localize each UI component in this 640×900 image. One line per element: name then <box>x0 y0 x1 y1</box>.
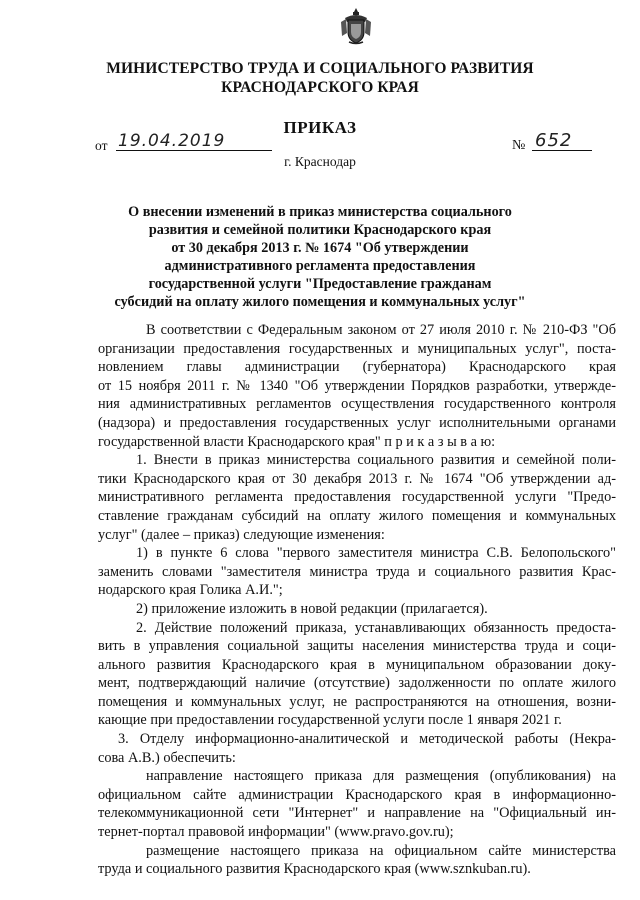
body-line: ставление гражданам субсидий на оплату жилого помещения и коммунальных <box>98 507 616 524</box>
body-line: мент, подтверждающий наличие (отсутствие) задолженности по оплате жилого <box>98 675 616 692</box>
title-line: субсидий на оплату жилого помещения и коммунальных услуг" <box>114 294 526 310</box>
body-line: 1. Внести в приказ министерства социального развития и семейной поли- <box>136 452 616 469</box>
body-line: государственной власти Краснодарского края" п р и к а з ы в а ю: <box>98 433 496 450</box>
date-value: 19.04.2019 <box>118 131 226 151</box>
body-line: направление настоящего приказа для размещения (опубликования) на <box>146 768 616 785</box>
body-line: тики Краснодарского края от 30 декабря 2013 г. № 1674 "Об утверждении ад- <box>98 470 616 487</box>
title-line: О внесении изменений в приказ министерства социального <box>128 204 512 220</box>
document-type: ПРИКАЗ <box>283 118 357 137</box>
body-line: труда и социального развития Краснодарского края (www.sznkuban.ru). <box>98 861 531 878</box>
number-label: № <box>512 138 526 153</box>
body-line: 2. Действие положений приказа, устанавливающих обязанность предоста- <box>136 619 616 636</box>
body-line: помещения и коммунальных услуг, не распространяются на отношения, возни- <box>98 693 616 710</box>
city: г. Краснодар <box>284 154 356 169</box>
body-line: организации предоставления государственных и муниципальных услуг", поста- <box>98 340 616 357</box>
body-line: официальном сайте администрации Краснодарского края в информационно- <box>98 786 616 803</box>
body-line: кающие при предоставлении государственной услуги после 1 января 2021 г. <box>98 712 562 729</box>
body-line: ния административных регламентов осуществления государственного контроля <box>98 396 616 413</box>
body-line: размещение настоящего приказа на официальном сайте министерства <box>146 842 616 859</box>
body-line: новлением главы администрации (губернатора) Краснодарского края <box>98 359 616 376</box>
body-line: заменить словами "заместителя министра труда и социального развития Крас- <box>98 563 616 580</box>
body-line: 1) в пункте 6 слова "первого заместителя министра С.В. Белопольского" <box>136 545 616 562</box>
title-line: административного регламента предоставления <box>164 258 476 274</box>
body-line: 2) приложение изложить в новой редакции (прилагается). <box>136 600 488 617</box>
body-line: (надзора) и предоставления государственных услуг исполнительными органами <box>98 414 616 431</box>
body-line: от 15 ноября 2011 г. № 1340 "Об утверждении Порядков разработки, утвержде- <box>98 377 616 394</box>
body-line: министративного регламента предоставления государственной услуги "Предо- <box>98 489 616 506</box>
number-value: 652 <box>535 130 573 151</box>
document-title <box>40 203 600 311</box>
body-line: ального развития Краснодарского края в муниципальном образовании доку- <box>98 656 616 673</box>
body-line: В соответствии с Федеральным законом от 27 июля 2010 г. № 210-ФЗ "Об <box>146 322 616 338</box>
title-line: развития и семейной политики Краснодарского края <box>148 222 492 238</box>
document-body <box>98 321 616 879</box>
ministry-name-line-1: МИНИСТЕРСТВО ТРУДА И СОЦИАЛЬНОГО РАЗВИТИЯ <box>106 60 534 77</box>
body-line: телекоммуникационной сети "Интернет" и направление на "Официальный ин- <box>98 805 616 822</box>
body-line: вить в управления социальной защиты населения министерства труда и соци- <box>98 638 616 655</box>
body-line: сова А.В.) обеспечить: <box>98 749 236 766</box>
body-line: 3. Отделу информационно-аналитической и методической работы (Некра- <box>118 731 616 748</box>
title-line: государственной услуги "Предоставление гражданам <box>148 276 492 292</box>
body-line: тернет-портал правовой информации" (www.pravo.gov.ru); <box>98 824 454 841</box>
coat-of-arms-icon <box>339 6 373 46</box>
title-line: от 30 декабря 2013 г. № 1674 "Об утверждении <box>171 240 469 256</box>
ministry-name-line-2: КРАСНОДАРСКОГО КРАЯ <box>221 79 419 96</box>
body-line: услуг" (далее – приказ) следующие изменения: <box>98 526 385 543</box>
body-line: нодарского края Голика А.И."; <box>98 582 283 599</box>
date-label: от <box>95 138 108 153</box>
